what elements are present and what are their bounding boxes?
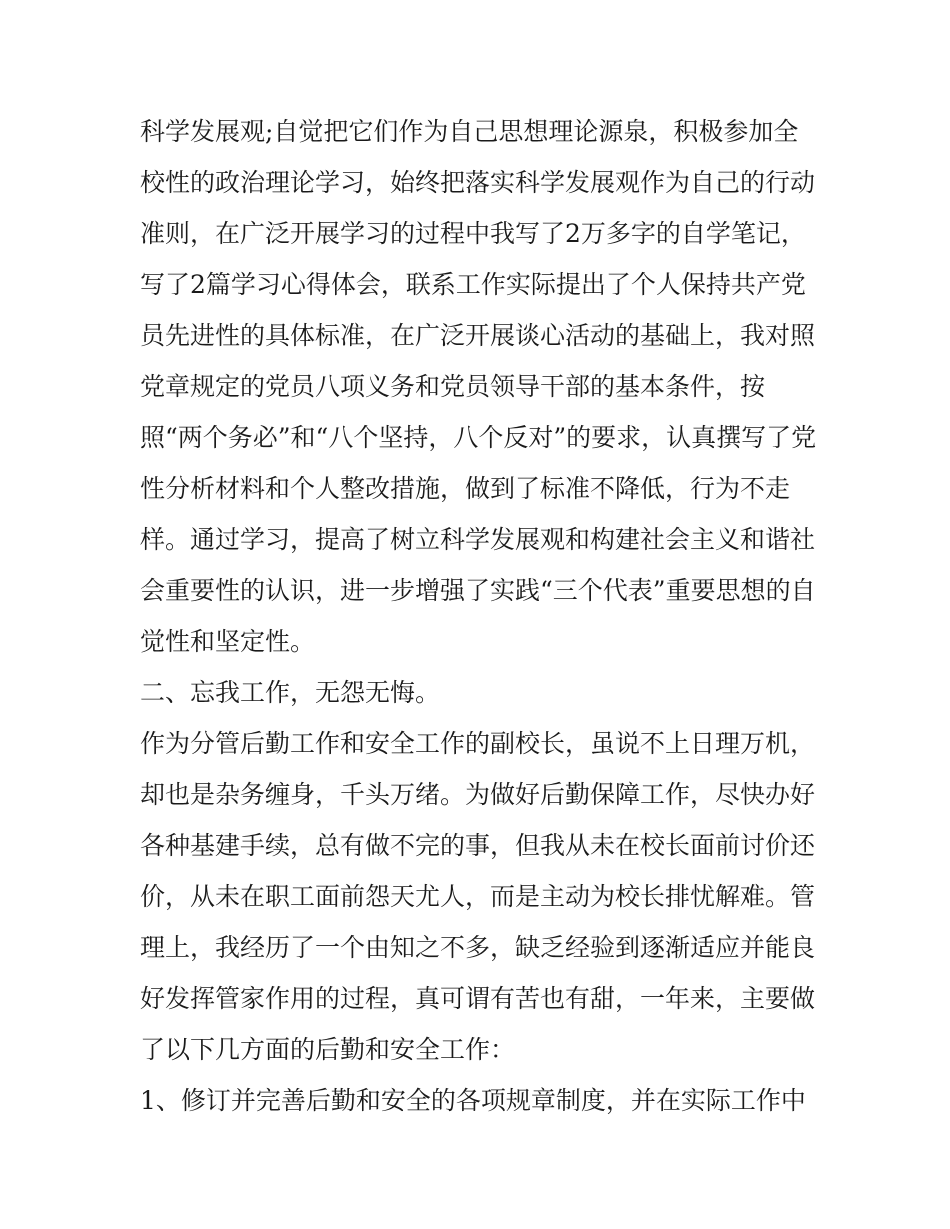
text-line: 会重要性的认识，进一步增强了实践“三个代表”重要思想的自 [140,576,816,605]
text-line: 却也是杂务缠身，千头万绪。为做好后勤保障工作，尽快办好 [140,780,816,809]
text-line: 样。通过学习，提高了树立科学发展观和构建社会主义和谐社 [140,525,816,554]
text-line: 价，从未在职工面前怨天尤人，而是主动为校长排忧解难。管 [140,882,816,911]
text-line: 好发挥管家作用的过程，真可谓有苦也有甜，一年来，主要做 [140,984,816,1013]
text-line: 校性的政治理论学习，始终把落实科学发展观作为自己的行动 [140,168,816,197]
text-line: 各种基建手续，总有做不完的事，但我从未在校长面前讨价还 [140,831,816,860]
text-line: 写了2篇学习心得体会，联系工作实际提出了个人保持共产党 [140,270,806,299]
text-line: 了以下几方面的后勤和安全工作： [140,1035,516,1064]
text-line: 作为分管后勤工作和安全工作的副校长，虽说不上日理万机， [140,729,816,758]
text-line: 觉性和坚定性。 [140,627,316,656]
document-body [140,106,830,1126]
text-line: 性分析材料和个人整改措施，做到了标准不降低，行为不走 [140,474,791,503]
section-heading: 二、忘我工作，无怨无悔。 [140,678,441,707]
text-line: 员先进性的具体标准，在广泛开展谈心活动的基础上，我对照 [140,321,816,350]
list-item: 1、修订并完善后勤和安全的各项规章制度，并在实际工作中 [140,1086,806,1115]
text-line: 理上，我经历了一个由知之不多，缺乏经验到逐渐适应并能良 [140,933,816,962]
text-line: 党章规定的党员八项义务和党员领导干部的基本条件，按 [140,372,766,401]
text-line: 科学发展观;自觉把它们作为自己思想理论源泉，积极参加全 [140,117,799,146]
text-line: 照“两个务必”和“八个坚持，八个反对”的要求，认真撰写了党 [140,423,817,452]
text-line: 准则，在广泛开展学习的过程中我写了2万多字的自学笔记， [140,219,806,248]
